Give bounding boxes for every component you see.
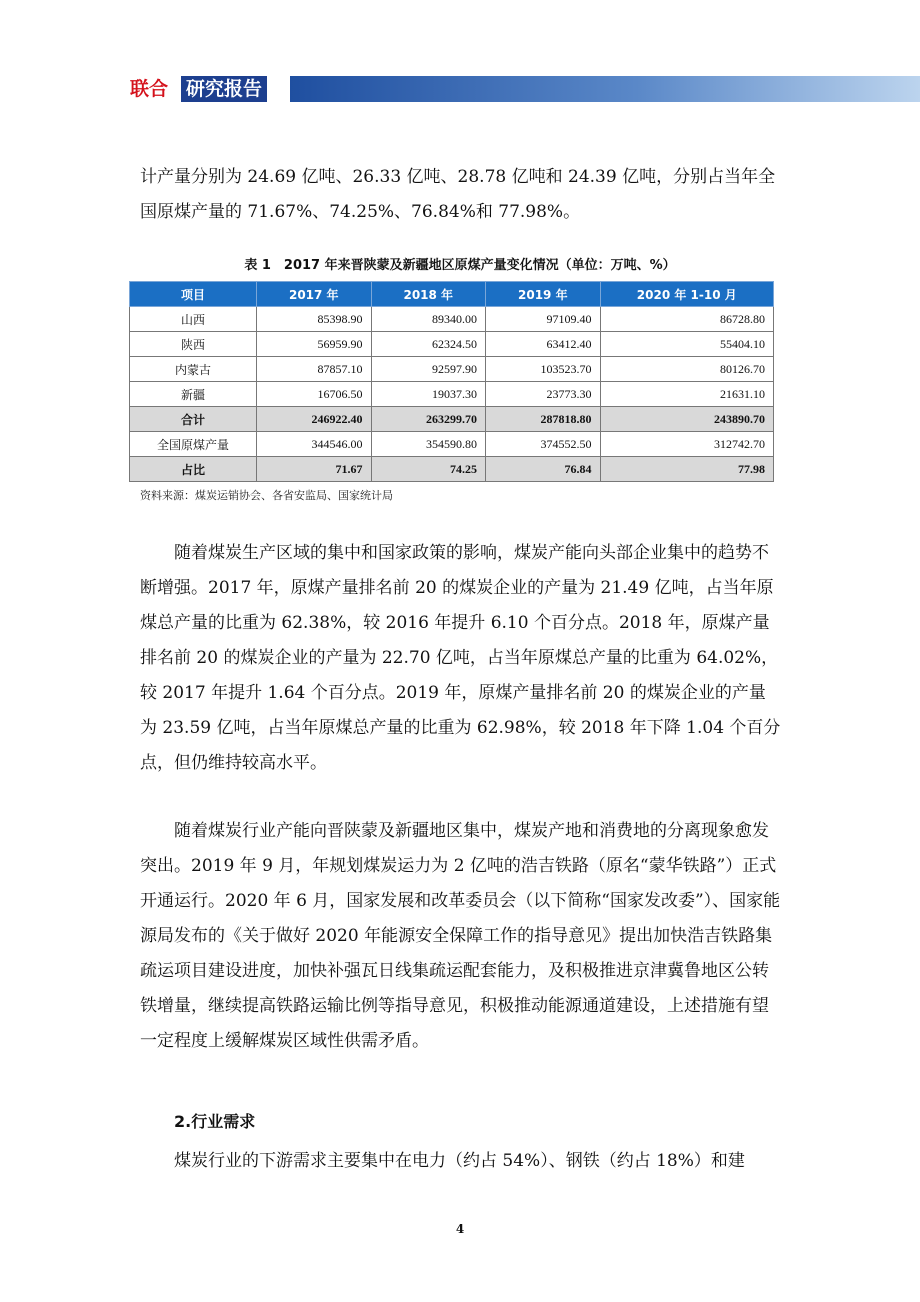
brand-lianhe: 联合 <box>130 78 169 100</box>
cell: 56959.90 <box>257 332 372 357</box>
table-caption: 表 1 2017 年来晋陕蒙及新疆地区原煤产量变化情况（单位：万吨、%） <box>244 258 676 273</box>
coal-output-table <box>129 281 774 482</box>
cell: 76.84 <box>486 457 601 482</box>
header-2019: 2019 年 <box>486 282 601 307</box>
table-row-total <box>130 407 774 432</box>
cell: 23773.30 <box>486 382 601 407</box>
cell: 312742.70 <box>600 432 773 457</box>
paragraph-transport: 随着煤炭行业产能向晋陕蒙及新疆地区集中，煤炭产地和消费地的分离现象愈发突出。2019 年 9 月，年规划煤炭运力为 2 亿吨的浩吉铁路（原名“蒙华铁路”）正式开通运行。2020 年 6 月，国家发展和改革委员会（以下简称“国家发改委”）、国家能源局发布的《关于做好 2020 年能源安全保障工作的指导意见》提出加快浩吉铁路集疏运项目建设进度，加快补强瓦日线集疏运配套能力，及积极推进京津冀鲁地区公转铁增量，继续提高铁路运输比例等指导意见，积极推动能源通道建设，上述措施有望一定程度上缓解煤炭区域性供需矛盾。 <box>140 821 781 1051</box>
cell: 374552.50 <box>486 432 601 457</box>
paragraph-concentration: 随着煤炭生产区域的集中和国家政策的影响，煤炭产能向头部企业集中的趋势不断增强。2017 年，原煤产量排名前 20 的煤炭企业的产量为 21.49 亿吨，占当年原煤总产量的比重为 62.38%，较 2016 年提升 6.10 个百分点。2018 年，原煤产量排名前 20 的煤炭企业的产量为 22.70 亿吨，占当年原煤总产量的比重为 64.02%，较 2017 年提升 1.64 个百分点。2019 年，原煤产量排名前 20 的煤炭企业的产量为 23.59 亿吨，占当年原煤总产量的比重为 62.98%，较 2018 年下降 1.04 个百分点，但仍维持较高水平。 <box>140 543 781 773</box>
intro-paragraph: 计产量分别为 24.69 亿吨、26.33 亿吨、28.78 亿吨和 24.39 亿吨，分别占当年全国原煤产量的 71.67%、74.25%、76.84%和 77.98%。 <box>140 167 776 222</box>
header-item: 项目 <box>130 282 257 307</box>
header-2018: 2018 年 <box>371 282 486 307</box>
cell: 62324.50 <box>371 332 486 357</box>
cell: 19037.30 <box>371 382 486 407</box>
closing-paragraph: 煤炭行业的下游需求主要集中在电力（约占 54%）、钢铁（约占 18%）和建 <box>174 1151 745 1171</box>
row-label: 陕西 <box>130 332 257 357</box>
row-label: 全国原煤产量 <box>130 432 257 457</box>
cell: 354590.80 <box>371 432 486 457</box>
cell: 344546.00 <box>257 432 372 457</box>
row-label: 合计 <box>130 407 257 432</box>
table-row <box>130 332 774 357</box>
row-label: 内蒙古 <box>130 357 257 382</box>
table-row <box>130 432 774 457</box>
cell: 243890.70 <box>600 407 773 432</box>
row-label: 占比 <box>130 457 257 482</box>
cell: 63412.40 <box>486 332 601 357</box>
row-label: 山西 <box>130 307 257 332</box>
table-header-row <box>130 282 774 307</box>
table-row-share <box>130 457 774 482</box>
cell: 74.25 <box>371 457 486 482</box>
header-2020: 2020 年 1-10 月 <box>600 282 773 307</box>
header-gradient-bar <box>290 76 920 102</box>
cell: 80126.70 <box>600 357 773 382</box>
brand-research-report: 研究报告 <box>181 76 267 102</box>
table-row <box>130 307 774 332</box>
table-source: 资料来源：煤炭运销协会、各省安监局、国家统计局 <box>140 489 393 502</box>
cell: 16706.50 <box>257 382 372 407</box>
cell: 287818.80 <box>486 407 601 432</box>
row-label: 新疆 <box>130 382 257 407</box>
page-number: 4 <box>455 1222 465 1236</box>
cell: 97109.40 <box>486 307 601 332</box>
cell: 87857.10 <box>257 357 372 382</box>
cell: 77.98 <box>600 457 773 482</box>
header-2017: 2017 年 <box>257 282 372 307</box>
cell: 263299.70 <box>371 407 486 432</box>
cell: 103523.70 <box>486 357 601 382</box>
table-row <box>130 357 774 382</box>
cell: 21631.10 <box>600 382 773 407</box>
cell: 71.67 <box>257 457 372 482</box>
cell: 85398.90 <box>257 307 372 332</box>
cell: 86728.80 <box>600 307 773 332</box>
cell: 55404.10 <box>600 332 773 357</box>
cell: 92597.90 <box>371 357 486 382</box>
cell: 89340.00 <box>371 307 486 332</box>
report-header <box>130 76 920 102</box>
section-title: 2.行业需求 <box>174 1112 256 1131</box>
table-row <box>130 382 774 407</box>
cell: 246922.40 <box>257 407 372 432</box>
